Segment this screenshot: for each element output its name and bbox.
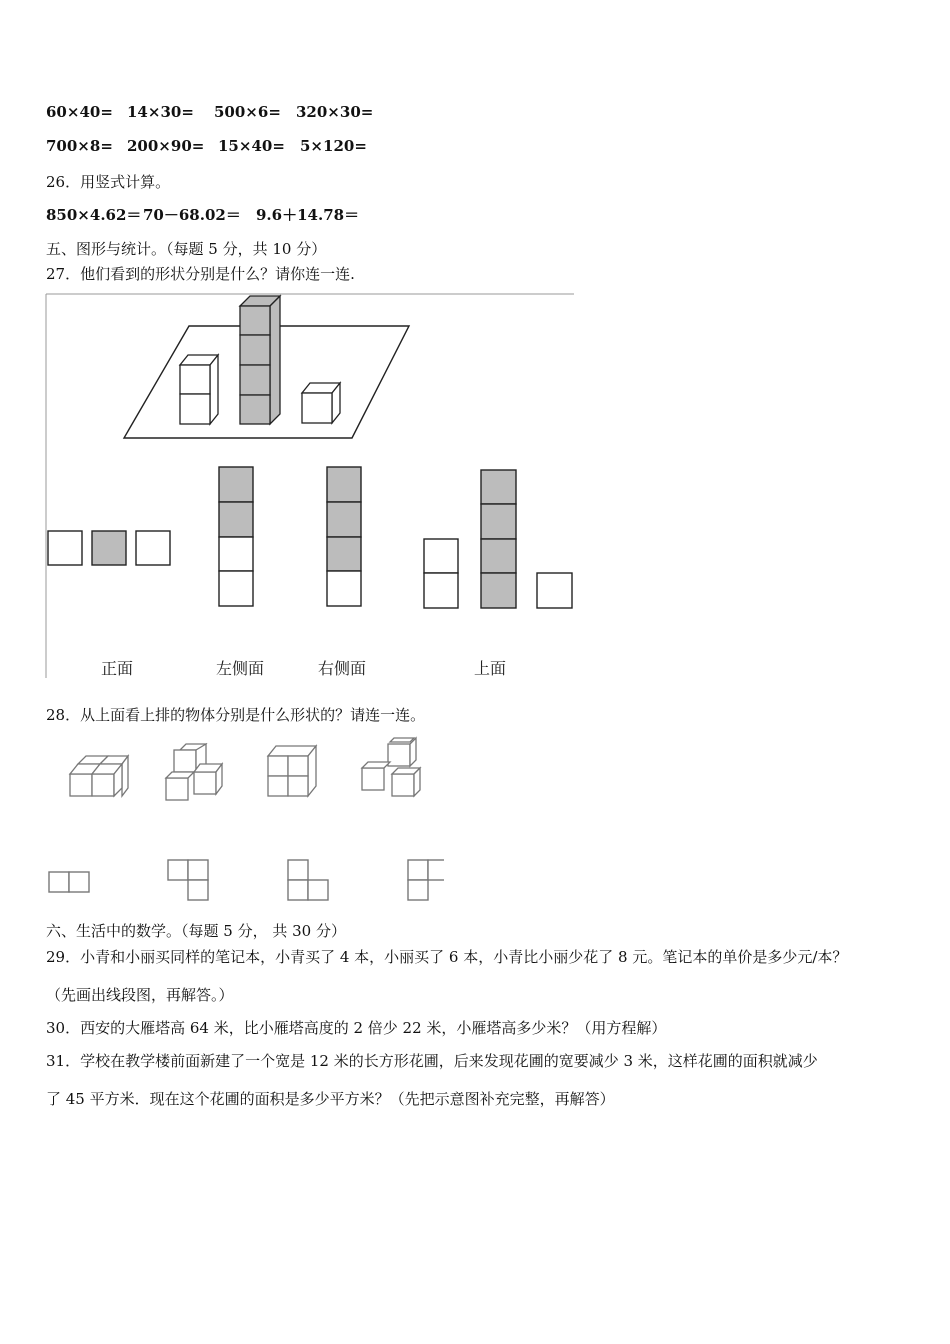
- view-option-front: [424, 470, 572, 608]
- view-option-row: [48, 531, 170, 565]
- view-option-column-a: [219, 467, 253, 606]
- view-label-right: 右侧面: [318, 659, 367, 678]
- solid-2: [166, 744, 222, 800]
- topview-3: [288, 860, 328, 900]
- solid-3: [268, 746, 316, 796]
- vertical-calc-item: 850×4.62＝: [46, 206, 142, 224]
- view-label-top: 上面: [474, 659, 507, 678]
- q26-items: [46, 204, 359, 225]
- view-option-column-b: [327, 467, 361, 606]
- view-label-left: 左侧面: [216, 659, 265, 678]
- section-6-heading: 六、生活中的数学。（每题 5 分， 共 30 分）: [46, 922, 346, 940]
- q26-title: 26．用竖式计算。: [46, 173, 171, 191]
- vertical-calc-item: 9.6＋14.78＝: [256, 206, 360, 224]
- stack-single: [302, 383, 340, 423]
- calc-item: 15×40=: [218, 137, 285, 155]
- calc-item: 60×40=: [46, 103, 113, 121]
- calc-item: 500×6=: [214, 103, 281, 121]
- q28-title: 28．从上面看上排的物体分别是什么形状的？请连一连。: [46, 706, 426, 724]
- topview-1: [49, 872, 89, 892]
- vertical-calc-item: 70－68.02＝: [143, 206, 241, 224]
- q27-title: 27．他们看到的形状分别是什么？请你连一连.: [46, 265, 355, 283]
- topview-2: [168, 860, 208, 900]
- solid-1: [70, 756, 128, 796]
- stack-tall: [240, 296, 280, 424]
- view-label-front: 正面: [101, 659, 134, 678]
- calc-item: 200×90=: [127, 137, 205, 155]
- calc-item: 320×30=: [296, 103, 374, 121]
- q29-line-1: 29．小青和小丽买同样的笔记本，小青买了 4 本，小丽买了 6 本，小青比小丽少花了 8 元。笔记本的单价是多少元/本？: [46, 948, 848, 966]
- q27-figure: [44, 290, 584, 682]
- q31-line-1: 31．学校在教学楼前面新建了一个宽是 12 米的长方形花圃，后来发现花圃的宽要减少 3 米，这样花圃的面积就减少: [46, 1052, 818, 1070]
- calc-item: 14×30=: [127, 103, 194, 121]
- topview-4: [408, 860, 444, 900]
- solid-4: [362, 738, 420, 796]
- q29-line-2: （先画出线段图，再解答。）: [46, 986, 234, 1004]
- section-5-heading: 五、图形与统计。（每题 5 分，共 10 分）: [46, 240, 327, 258]
- calc-item: 5×120=: [300, 137, 367, 155]
- q31-line-2: 了 45 平方米．现在这个花圃的面积是多少平方米？（先把示意图补充完整，再解答）: [46, 1090, 615, 1108]
- oral-calc-row-1: [46, 103, 373, 121]
- stack-left: [180, 355, 218, 424]
- calc-item: 700×8=: [46, 137, 113, 155]
- oral-calc-row-2: [46, 137, 367, 155]
- q30-text: 30．西安的大雁塔高 64 米，比小雁塔高度的 2 倍少 22 米，小雁塔高多少米？（用方程解）: [46, 1019, 667, 1037]
- q28-figure: [44, 734, 444, 906]
